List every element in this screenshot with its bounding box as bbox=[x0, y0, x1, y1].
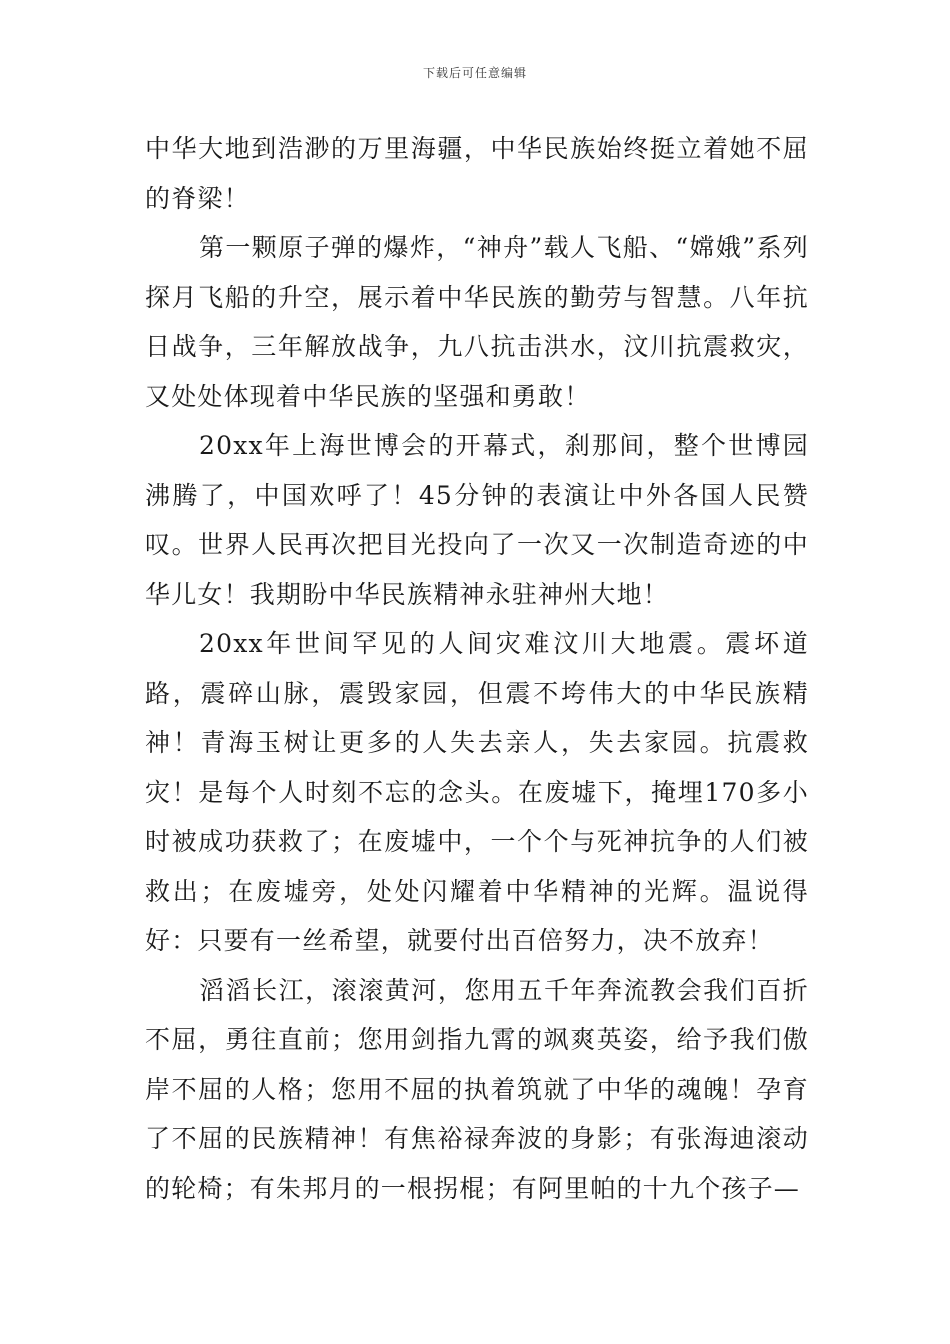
paragraph-2: 第一颗原子弹的爆炸，“神舟”载人飞船、“嫦娥”系列探月飞船的升空，展示着中华民族的勤劳与智慧。八年抗日战争，三年解放战争，九八抗击洪水，汶川抗震救灾，又处处体现着中华民族的坚强和勇敢！ bbox=[145, 233, 809, 411]
paragraph-1: 中华大地到浩渺的万里海疆，中华民族始终挺立着她不屈的脊梁！ bbox=[145, 134, 809, 213]
document-body bbox=[145, 124, 809, 1213]
paragraph-5: 滔滔长江，滚滚黄河，您用五千年奔流教会我们百折不屈，勇往直前；您用剑指九霄的飒爽英姿，给予我们傲岸不屈的人格；您用不屈的执着筑就了中华的魂魄！孕育了不屈的民族精神！有焦裕禄奔波的身影；有张海迪滚动的轮椅；有朱邦月的一根拐棍；有阿里帕的十九个孩子— bbox=[145, 975, 809, 1203]
paragraph-4: 20xx年世间罕见的人间灾难汶川大地震。震坏道路，震碎山脉，震毁家园，但震不垮伟大的中华民族精神！青海玉树让更多的人失去亲人，失去家园。抗震救灾！是每个人时刻不忘的念头。在废墟下，掩埋170多小时被成功获救了；在废墟中，一个个与死神抗争的人们被救出；在废墟旁，处处闪耀着中华精神的光辉。温说得好：只要有一丝希望，就要付出百倍努力，决不放弃！ bbox=[145, 629, 809, 955]
page-header: 下载后可任意编辑 bbox=[422, 66, 527, 80]
paragraph-3: 20xx年上海世博会的开幕式，刹那间，整个世博园沸腾了，中国欢呼了！45分钟的表演让中外各国人民赞叹。世界人民再次把目光投向了一次又一次制造奇迹的中华儿女！我期盼中华民族精神永驻神州大地！ bbox=[145, 431, 809, 609]
